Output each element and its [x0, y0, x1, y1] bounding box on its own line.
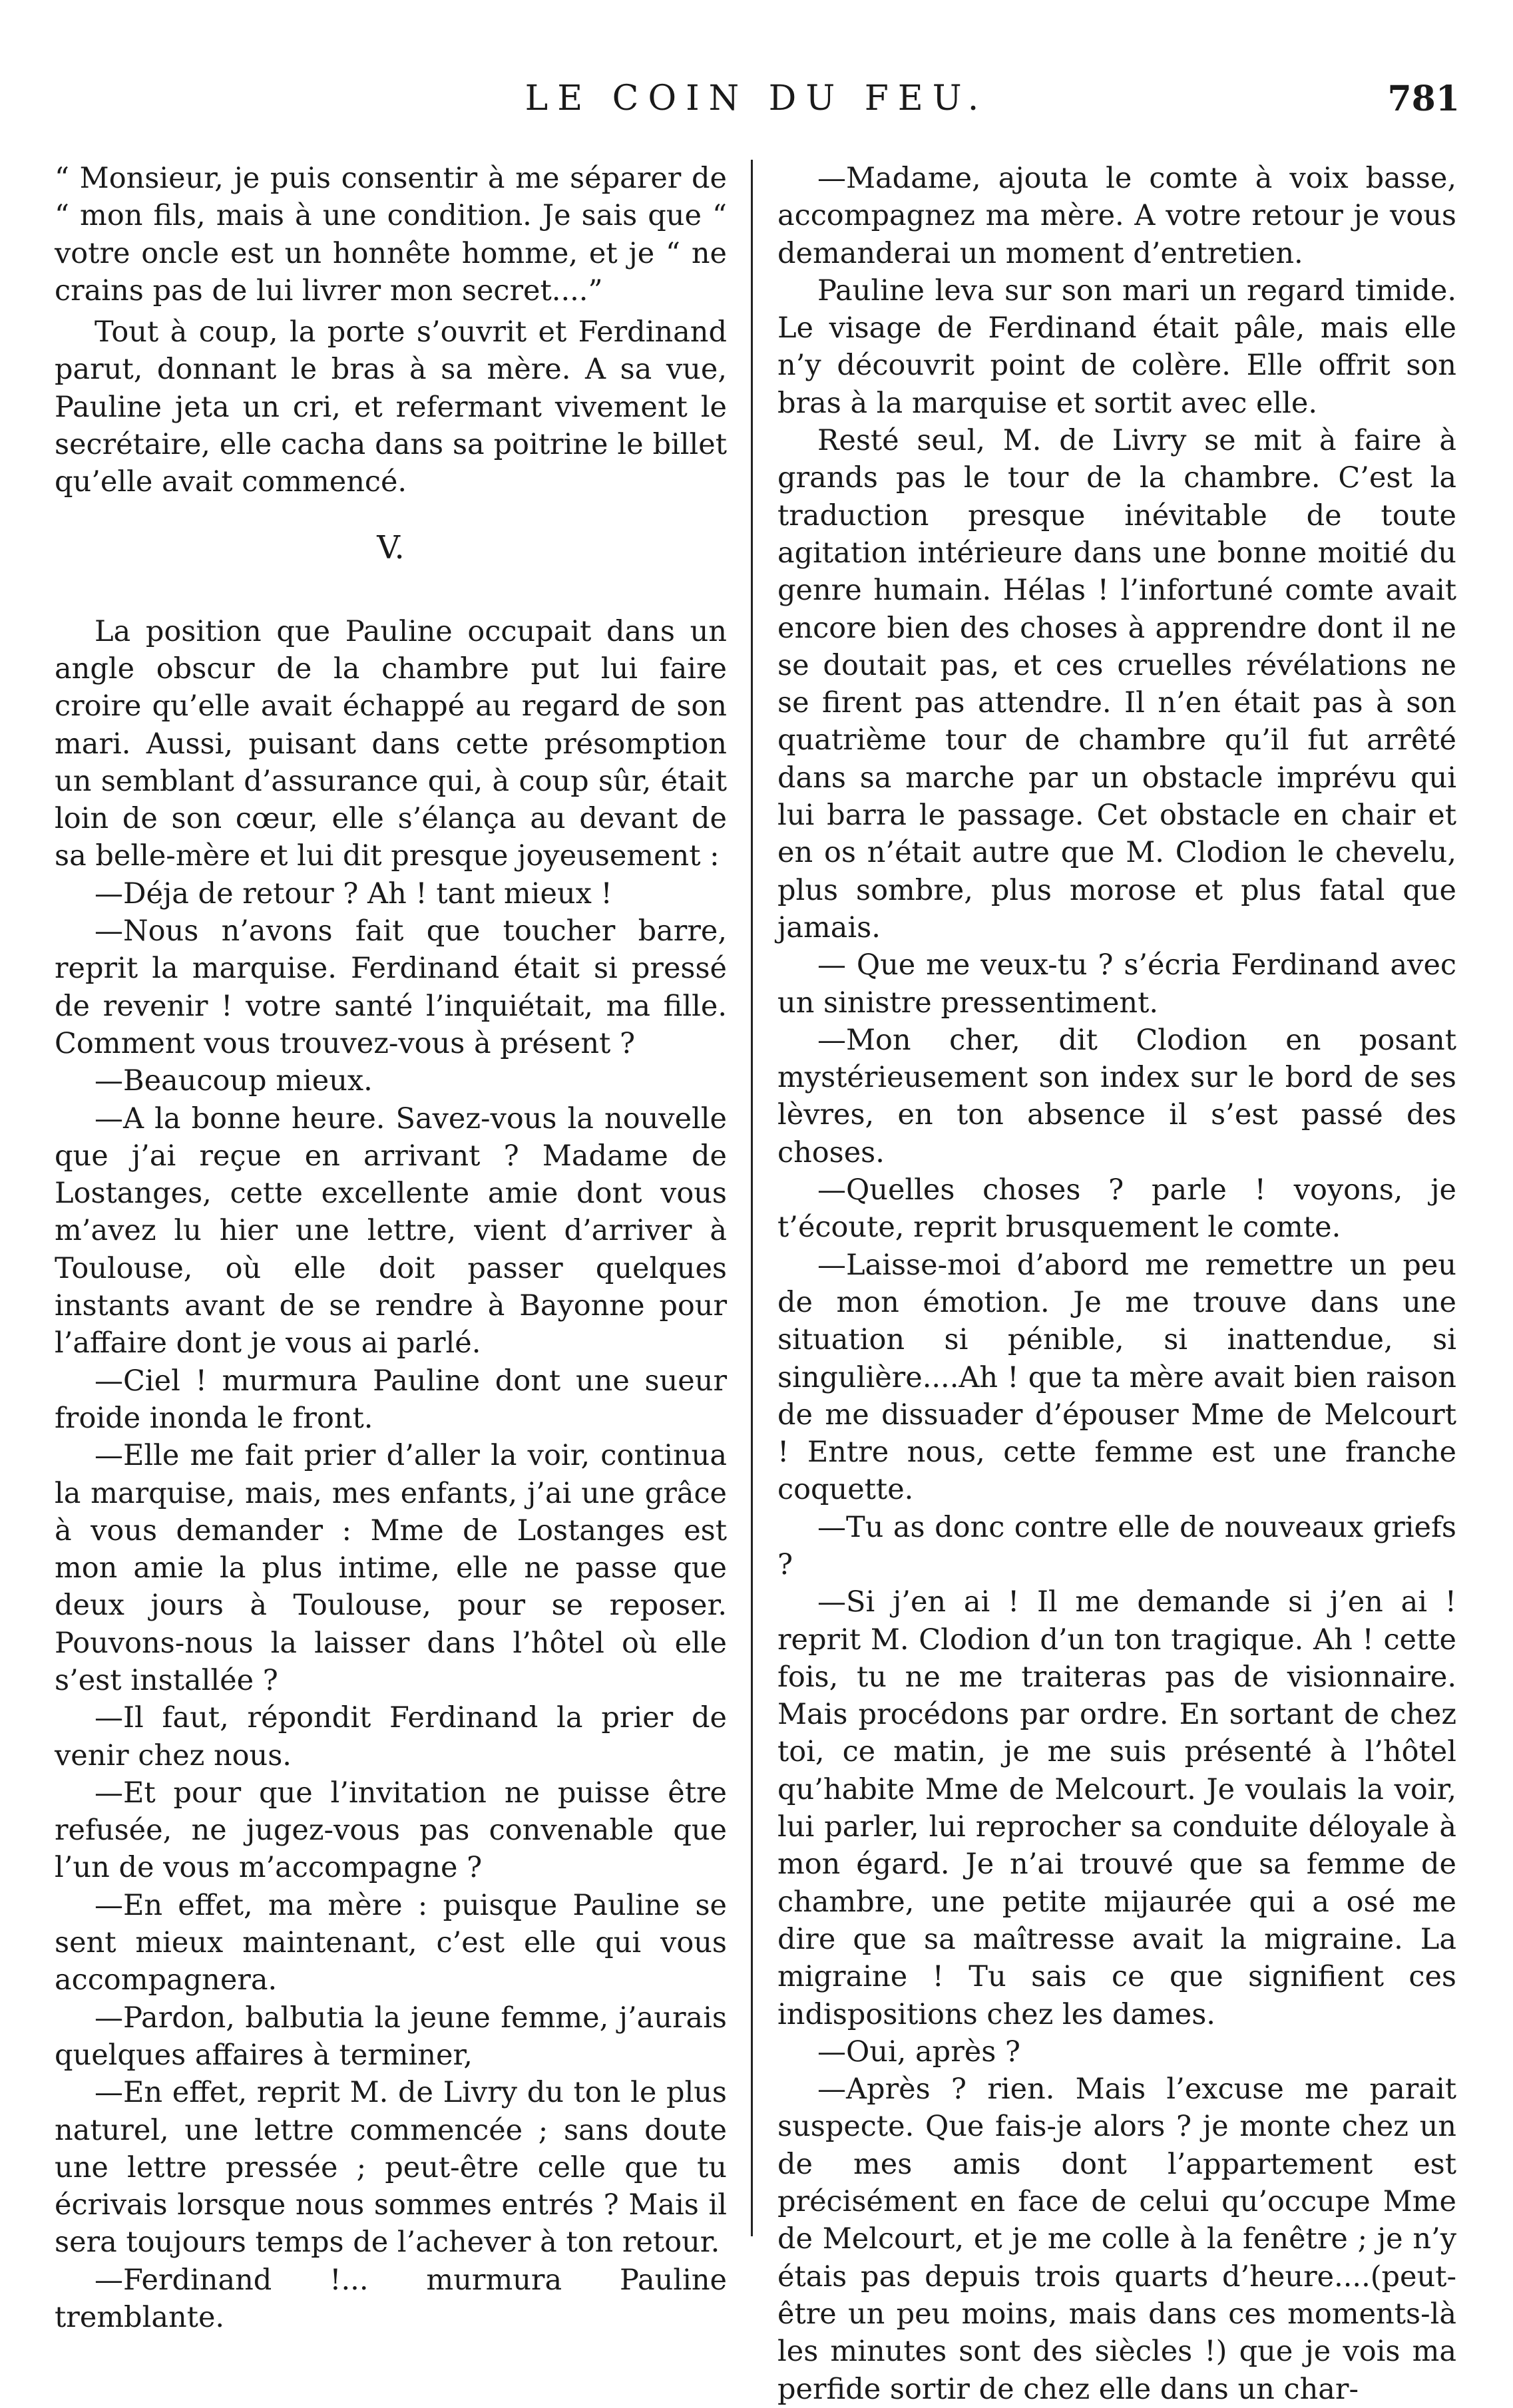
page-number: 781 [1387, 79, 1460, 119]
paragraph: —En effet, reprit M. de Livry du ton le plus naturel, une lettre commencée ; sans doute une lettre pressée ; peut-être celle que tu écrivais lorsque nous sommes entrés ? Mais il sera toujours temps de l’achever à ton retour. [55, 2076, 727, 2260]
paragraph: —Laisse-moi d’abord me remettre un peu de mon émotion. Je me trouve dans une situation si pénible, si inattendue, si singulière....Ah ! que ta mère avait bien raison de me dissuader d’épouser Mme de Melcourt ! Entre nous, cette femme est une franche coquette. [777, 1248, 1456, 1507]
paragraph: —Mon cher, dit Clodion en posant mystérieusement son index sur le bord de ses lèvres, en ton absence il s’est passé des choses. [777, 1023, 1456, 1169]
column-rule [751, 160, 753, 2236]
paragraph: —Madame, ajouta le comte à voix basse, accompagnez ma mère. A votre retour je vous demanderai un moment d’entretien. [777, 162, 1456, 270]
left-column [55, 160, 727, 2336]
paragraph: —Déja de retour ? Ah ! tant mieux ! [95, 877, 612, 910]
paragraph: —Il faut, répondit Ferdinand la prier de venir chez nous. [55, 1701, 727, 1772]
paragraph: Tout à coup, la porte s’ouvrit et Ferdinand parut, donnant le bras à sa mère. A sa vue, Pauline jeta un cri, et refermant vivement le secrétaire, elle cacha dans sa poitrine le billet qu’elle avait commencé. [55, 315, 727, 499]
running-head: LE COIN DU FEU. [525, 79, 988, 118]
paragraph: — Que me veux-tu ? s’écria Ferdinand avec un sinistre pressentiment. [777, 948, 1456, 1020]
page-header [0, 79, 1513, 132]
paragraph: —Ciel ! murmura Pauline dont une sueur froide inonda le front. [55, 1364, 727, 1435]
paragraph: —Elle me fait prier d’aller la voir, continua la marquise, mais, mes enfants, j’ai une grâce à vous demander : Mme de Lostanges est mon amie la plus intime, elle ne passe que deux jours à Toulouse, pour se reposer. Pouvons-nous la laisser dans l’hôtel où elle s’est installée ? [55, 1439, 727, 1697]
paragraph: —Oui, après ? [817, 2035, 1020, 2069]
paragraph: —Après ? rien. Mais l’excuse me parait suspecte. Que fais-je alors ? je monte chez un de mes amis dont l’appartement est précisément en face de celui qu’occupe Mme de Melcourt, et je me colle à la fenêtre ; je n’y étais pas depuis trois quarts d’heure....(peut-être un peu moins, mais dans ces moments-là les minutes sont des siècles !) que je vois ma perfide sortir de chez elle dans un char- [777, 2073, 1456, 2406]
paragraph: “ Monsieur, je puis consentir à me séparer de “ mon fils, mais à une condition. Je sais que “ votre oncle est un honnête homme, et je “ ne crains pas de lui livrer mon secret....” [55, 162, 727, 307]
paragraph: —Beaucoup mieux. [95, 1064, 373, 1098]
paragraph: —Tu as donc contre elle de nouveaux griefs ? [777, 1510, 1456, 1581]
paragraph: Pauline leva sur son mari un regard timide. Le visage de Ferdinand était pâle, mais elle n’y découvrit point de colère. Elle offrit son bras à la marquise et sortit avec elle. [777, 274, 1456, 420]
right-column [777, 160, 1456, 2408]
paragraph: —A la bonne heure. Savez-vous la nouvelle que j’ai reçue en arrivant ? Madame de Lostanges, cette excellente amie dont vous m’avez lu hier une lettre, vient d’arriver à Toulouse, où elle doit passer quelques instants avant de se rendre à Bayonne pour l’affaire dont je vous ai parlé. [55, 1102, 727, 1360]
paragraph: —En effet, ma mère : puisque Pauline se sent mieux maintenant, c’est elle qui vous accompagnera. [55, 1888, 727, 1997]
paragraph: —Et pour que l’invitation ne puisse être refusée, ne jugez-vous pas convenable que l’un de vous m’accompagne ? [55, 1776, 727, 1885]
paragraph: La position que Pauline occupait dans un angle obscur de la chambre put lui faire croire qu’elle avait échappé au regard de son mari. Aussi, puisant dans cette présomption un semblant d’assurance qui, à coup sûr, était loin de son cœur, elle s’élança au devant de sa belle-mère et lui dit presque joyeusement : [55, 614, 727, 873]
paragraph: —Si j’en ai ! Il me demande si j’en ai ! reprit M. Clodion d’un ton tragique. Ah ! cette fois, tu ne me traiteras pas de visionnaire. Mais procédons par ordre. En sortant de chez toi, ce matin, je me suis présenté à l’hôtel qu’habite Mme de Melcourt. Je voulais la voir, lui parler, lui reprocher sa conduite déloyale à mon égard. Je n’ai trouvé que sa femme de chambre, une petite mijaurée qui a osé me dire que sa maîtresse avait la migraine. La migraine ! Tu sais ce que signifient ces indispositions chez les dames. [777, 1585, 1456, 2031]
section-number: V. [377, 528, 405, 566]
paragraph: —Ferdinand !... murmura Pauline tremblante. [55, 2263, 727, 2335]
paragraph: Resté seul, M. de Livry se mit à faire à grands pas le tour de la chambre. C’est la traduction presque inévitable de toute agitation intérieure dans une bonne moitié du genre humain. Hélas ! l’infortuné comte avait encore bien des choses à apprendre dont il ne se doutait pas, et ces cruelles révélations ne se firent pas attendre. Il n’en était pas à son quatrième tour de chambre qu’il fut arrêté dans sa marche par un obstacle imprévu qui lui barra le passage. Cet obstacle en chair et en os n’était autre que M. Clodion le chevelu, plus sombre, plus morose et plus fatal que jamais. [777, 424, 1456, 944]
paragraph: —Nous n’avons fait que toucher barre, reprit la marquise. Ferdinand était si pressé de revenir ! votre santé l’inquiétait, ma fille. Comment vous trouvez-vous à présent ? [55, 914, 727, 1060]
paragraph: —Quelles choses ? parle ! voyons, je t’écoute, reprit brusquement le comte. [777, 1173, 1456, 1245]
paragraph: —Pardon, balbutia la jeune femme, j’aurais quelques affaires à terminer, [55, 2001, 727, 2072]
